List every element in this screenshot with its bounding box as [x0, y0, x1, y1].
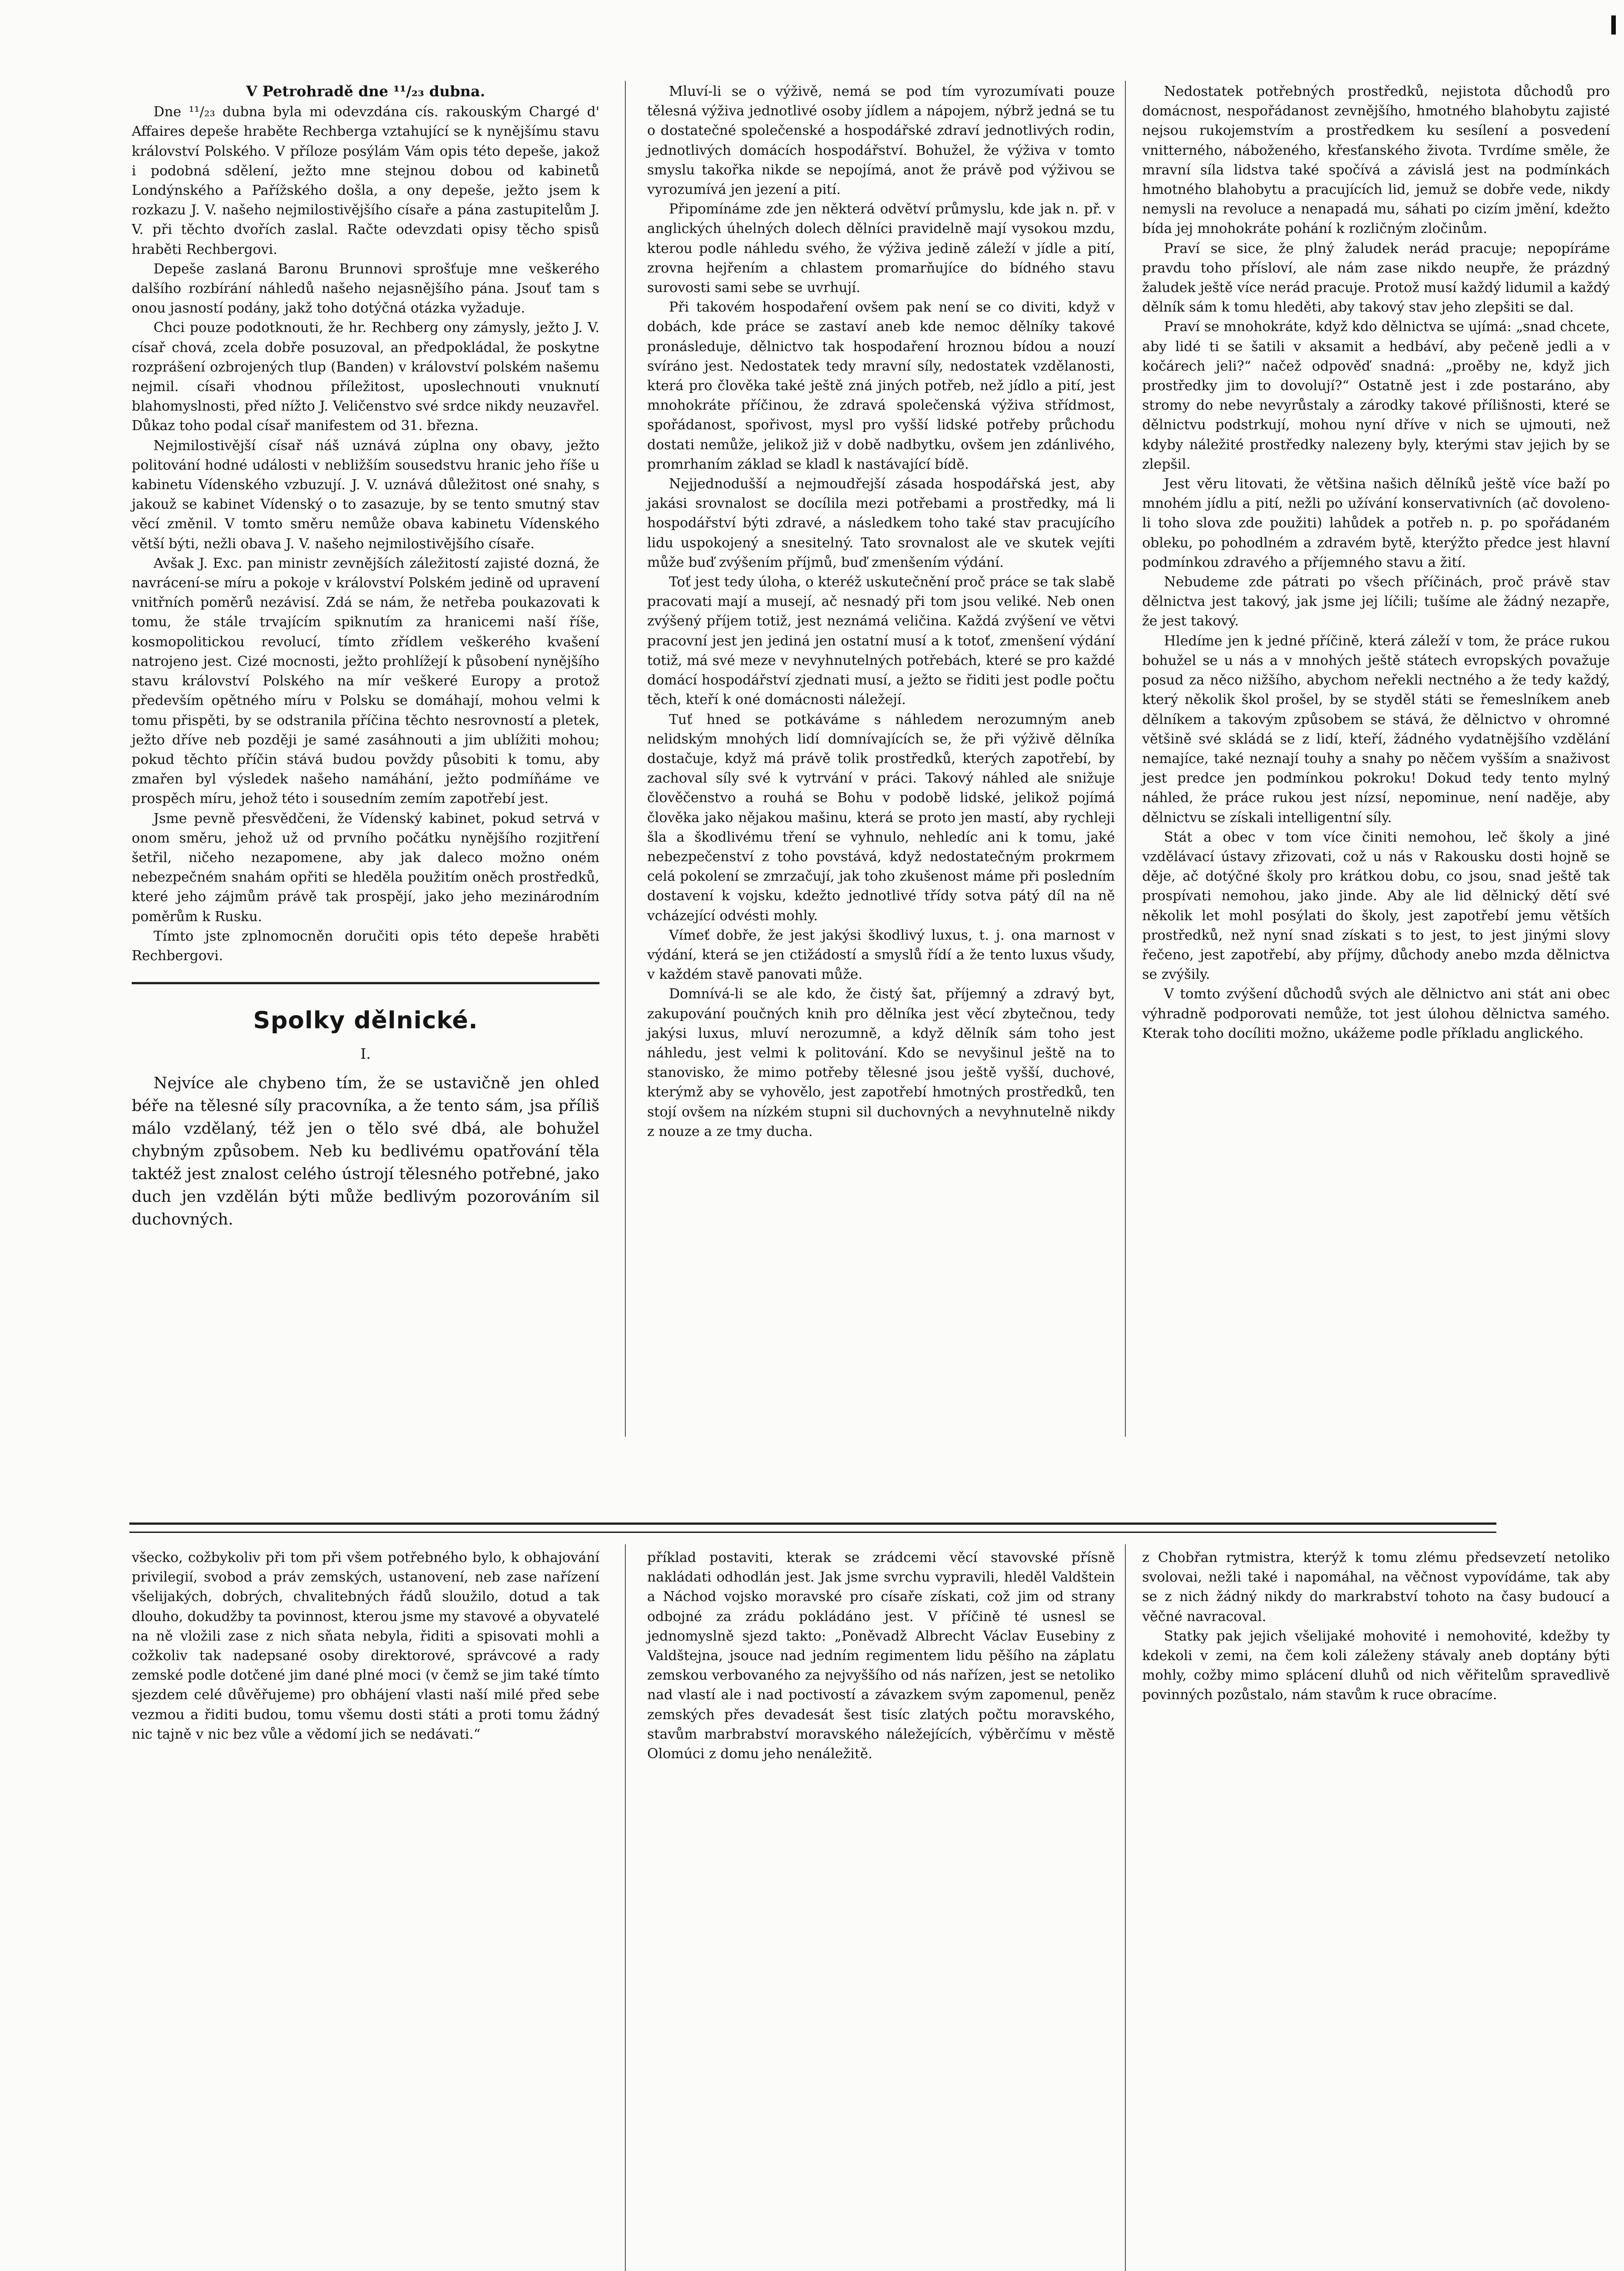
paragraph: Praví se sice, že plný žaludek nerád pracuje; nepopíráme pravdu toho přísloví, ale nám zase nikdo neupře, že prázdný žaludek ještě více nerád pracuje. Protož musí každý lidumil a každý dělník sám k tomu hleděti, aby takový stav jeho zlepšiti se dal. — [1142, 240, 1610, 316]
paragraph: Tímto jste zplnomocněn doručiti opis této depeše hraběti Rechbergovi. — [132, 928, 599, 964]
paragraph: Nejvíce ale chybeno tím, že se ustavičně jen ohled béře na tělesné síly pracovníka, a že tento sám, jsa příliš málo vzdělaný, též jen o tělo své dbá, ale bohužel chybným způsobem. Neb ku bedlivému opatřování těla taktéž jest znalost celého ústrojí tělesného potřebné, jako duch jen vzdělán býti může bedlivým pozorováním sil duchovných. — [132, 1074, 599, 1229]
paragraph: Chci pouze podotknouti, že hr. Rechberg ony zámysly, ježto J. V. císař chová, zcela dobře posuzoval, an předpokládal, že poskytne rozprášení ozbrojených tlup (Banden) v království polském našemu nejmil. císaři vhodnou příležitost, uposlechnouti vnuknutí blahomyslnosti, před nížto J. Veličenstvo své srdce nikdy neuzavřel. Důkaz toho podal císař manifestem od 31. března. — [132, 320, 599, 434]
paragraph: Nejmilostivější císař náš uznává zúplna ony obavy, ježto politování hodné události v nebližším sousedstvu hranic jeho říše u kabinetu Vídenského vzbuzují. J. V. uznává důležitost oné snahy, s jakouž se kabinet Vídenský o to zasazuje, by se tento smutný stav věcí změnil. V tomto směru nemůže obava kabinetu Vídenského větší býti, nežli obava J. V. našeho nejmilostivějšího císaře. — [132, 437, 599, 552]
column-rule — [625, 1544, 626, 2271]
paragraph: všecko, cožbykoliv při tom při všem potřebného bylo, k obhajování privilegií, svobod a práv zemských, ustanovení, neb zase nařízení všelijakých, dobrých, chvalitebných řádů sloužilo, dotud a tak dlouho, dokudžby ta povinnost, kterou jsme my stavové a obyvatelé na ně vložili zase z nich sňata nebyla, řiditi a spisovati mohli a cožkoliv tak nadepsané osoby direktorové, správcové a rady zemské podle dotčené jim dané plné moci (v čemž se jim také tímto sjezdem celé důvěřujeme) pro obhájení vlasti naší milé před sebe vezmou a řiditi budou, tomu všemu dosti státi a proti tomu žádný nic tajně v nic bez vůle a vědomí jich se nedávati.“ — [132, 1550, 599, 1742]
paragraph: Statky pak jejich všelijaké mohovité i nemohovité, kdežby ty kdekoli v zemi, na čem koli záleženy stávaly aneb doptány býti mohly, cožby mimo splácení dluhů od nich věřitelům spravedlivě povinných pozůstalo, nám stavům k ruce obracíme. — [1142, 1628, 1610, 1703]
lower-column-right — [1142, 1548, 1610, 1705]
section-title: Spolky dělnické. — [253, 1007, 478, 1035]
paragraph: Dne ¹¹/₂₃ dubna byla mi odevzdána cís. rakouským Chargé d' Affaires depeše hraběte Rechberga vztahující se k nynějšímu stavu království Polského. V příloze posýlám Vám opis této depeše, jakož i podobná sdělení, ježto mne stejnou dobou od kabinetů Londýnského a Pařížského došla, a ony depeše, ježto jsem k rozkazu J. V. našeho nejmilostivějšího císaře a pána zastupitelům J. V. při těchto dvořích zaslal. Račte odevzdati opisy těcho spisů hraběti Rechbergovi. — [132, 104, 599, 258]
paragraph: příklad postaviti, kterak se zrádcemi věcí stavovské přísně nakládati odhodlán jest. Jak jsme svrchu vypravili, hleděl Valdštein a Náchod vojsko moravské pro císaře získati, což jim od strany odbojné za zrádu pokládáno jest. V příčině té usnesl se jednomyslně sjezd takto: „Poněvadž Albrecht Václav Eusebiny z Valdštejna, jsouce nad jedním regimentem lidu pěšího na záplatu zemskou verbovaného za nejvyššího od nás nařízen, jest se netoliko nad vlastí ale i nad poctivostí a závazkem svým zapomenul, peněz zemských přes devadesát šest tisíc zlatých počtu moravského, stavům marbrabství moravského náležejících, výběrčímu v městě Olomúci z domu jeho nenáležitě. — [647, 1550, 1115, 1762]
dateline: V Petrohradě dne ¹¹/₂₃ dubna. — [246, 83, 485, 100]
paragraph: Avšak J. Exc. pan ministr zevnějších záležitostí zajisté dozná, že navrácení-se míru a pokoje v království Polském jedině od upravení vnitřních poměrů nezávisí. Zdá se nám, že netřeba poukazovati k tomu, že stále trvajícím spiknutím za hranicemi naší říše, kosmopolitickou revolucí, tímto zřídlem veškerého kvašení natrojeno jest. Cizé mocnosti, ježto prohlížejí k působení nynějšího stavu království Polského na mír veškeré Europy a protož především opětného míru v Polsku se domáhají, mohou velmi k tomu přispěti, by se odstranila příčina těchto nesrovností a pletek, ježto dříve neb později je samé zasáhnouti a jim ublížiti mohou; pokud těchto příčin stává budou povždy působiti k tomu, aby zmařen byl výsledek našeho namáhání, ježto podmíňáme ve prospěch míru, jehož této i sousedním zemím zapotřebí jest. — [132, 555, 599, 807]
section-divider — [132, 982, 599, 984]
column-rule — [625, 81, 626, 1437]
paragraph: Vímeť dobře, že jest jakýsi škodlivý luxus, t. j. ona marnost v výdání, která se jen ctižádostí a smyslů řídí a že tento luxus všudy, v každém stavě panovati může. — [647, 927, 1115, 983]
paragraph: Mluví-li se o výživě, nemá se pod tím vyrozumívati pouze tělesná výživa jednotlivé osoby jídlem a nápojem, nýbrž jedná se tu o dostatečné společenské a hospodářské zdraví jednotlivých rodin, jednotlivých domácích hospodářství. Bohužel, že výživa v tomto smyslu takořka nikde se nepojímá, anot že právě pod výživou se vyrozumívá jen jezení a pití. — [647, 84, 1115, 198]
paragraph: Depeše zaslaná Baronu Brunnovi sprošťuje mne veškerého dalšího rozbírání náhledů našeho nejasnějšího pána. Jsouť tam s onou jasností podány, jakž toho dotýčná otázka vyžaduje. — [132, 261, 599, 317]
spolky-body — [132, 1072, 599, 1231]
petrohrad-body — [132, 102, 599, 966]
column-middle — [647, 82, 1115, 1141]
paragraph: Hledíme jen k jedné příčině, která záleží v tom, že práce rukou bohužel se u nás a v mnohých ještě státech evropských považuje posud za něco nižšího, abychom neřekli nectného a že tedy každý, který několik škol prošel, by se styděl státi se řemeslníkem aneb dělníkem a takovým způsobem se stává, že dělnictvo v ohromné většině své skládá se z lidí, kteří, žádného vydatnějšího vzdělání nemajíce, také neznají touhy a snahy po něčem vyšším a snaživost jest predce jen podmínkou pokroku! Dokud tedy tento mylný náhled, že práce rukou jest nízsí, nepominue, není naděje, aby dělnictvu se získali intelligentní síly. — [1142, 633, 1610, 826]
lower-column-middle — [647, 1548, 1115, 1764]
paragraph: Připomínáme zde jen některá odvětví průmyslu, kde jak n. př. v anglických úhelných dolech dělníci pravidelně mají vysokou mzdu, kterou podle náhledu svého, že výživa jedině záleží v jídle a pití, zrovna hejřením a chlastem promarňujíce do bídného stavu surovosti sami sebe se uvrhují. — [647, 201, 1115, 296]
lower-column-left — [132, 1548, 599, 1744]
section-number: I. — [360, 1045, 371, 1063]
column-right — [1142, 82, 1610, 1043]
column-left — [132, 82, 599, 1231]
paragraph: Praví se mnohokráte, když kdo dělnictva se ujímá: „snad chcete, aby lidé ti se šatili v aksamit a hedbáví, aby pečeně jedli a v kočárech jeli?“ načež odpověď snadná: „proěby ne, když jich prostředky jim to dovolují?“ Ostatně jest i zde postaráno, aby stromy do nebe nevyrůstaly a zárodky takové přílišnosti, které se dělnictvu podstrkují, mohou nyní dříve v nich se ujmouti, než kdyby náležité prostředky nalezeny byly, kterými stav jejich by se zlepšil. — [1142, 319, 1610, 472]
paragraph: Nedostatek potřebných prostředků, nejistota důchodů pro domácnost, nespořádanost zevnějšího, hmotného blahobytu zajisté nejsou rukojemstvím a prostředkem ku sesílení a posvedení vnitterného, náboženého, křesťanského života. Tvrdíme směle, že mravní síla lidstva také spočívá a závislá jest na podmínkách hmotného blahobytu a pracujících lid, jemuž se dobře vede, nikdy nemysli na revoluce a nenapadá mu, sáhati po cizím jmění, kdežto bída jej mnohokráte pohání k rozličným zločinům. — [1142, 84, 1610, 237]
feuilleton-rule-top — [129, 1522, 1496, 1525]
margin-mark — [1611, 15, 1616, 35]
paragraph: Jsme pevně přesvědčeni, že Vídenský kabinet, pokud setrvá v onom směru, jehož už od prvního počátku nynějšího rozjitření šetřil, ničeho nezapomene, aby jak daleco možno oném nebezpečném snahám opřiti se hleděla použitím oněch prostředků, které jeho zájmům právě tak prospějí, jako jeho mezinárodním poměrům k Rusku. — [132, 810, 599, 925]
column-rule — [1125, 1544, 1126, 2271]
paragraph: Nejjednodušší a nejmoudřejší zásada hospodářská jest, aby jakási srovnalost se docílila mezi potřebami a prostředky, má li hospodářství býti zdravé, a následkem toho také stav pracujícího lidu uspokojený a snesitelný. Tato srovnalost ale ve skutek vejíti může buď zvýšením příjmů, buď zmenšením výdání. — [647, 476, 1115, 570]
paragraph: Tuť hned se potkáváme s náhledem nerozumným aneb nelidským mnohých lidí domnívajících se, že při výživě dělníka dostačuje, když má právě tolik prostředků, kterých zapotřebí, by zachoval síly své k vytrvání v práci. Takový náhled ale snižuje člověčenstvo a rouhá se Bohu v podobě lidské, jelikož pojímá člověka jako nějakou mašinu, která se proto jen mastí, aby rychleji šla a škodlivému tření se vyhnulo, nehledíc ani k tomu, jaké nebezpečenství z toho povstává, když nedostatečným prokrmem celá pokolení se zmrzačují, jak toho zkušenost máme při posledním dostavení k vojsku, kdežto jednotlivé třídy sotva pátý díl na ně vcházející odvésti mohly. — [647, 711, 1115, 924]
paragraph: Při takovém hospodaření ovšem pak není se co diviti, když v dobách, kde práce se zastaví aneb kde nemoc dělníky takové pronásleduje, dělnictvo tak hospodaření hroznou bídou a nouzí svíráno jest. Nedostatek tedy mravní síly, nedostatek vzdělanosti, která pro člověka také ještě zná jiných potřeb, než jídlo a pití, jest mnohokráte příčinou, že zdravá společenská výživa střídmost, spořádanost, spořivost, mysl pro vyšší lidské potřeby průchodu dostati nemůže, jelikož již v době nadbytku, ovšem jen zdánlivého, promrhaním základ se kladl k nastávající bídě. — [647, 299, 1115, 472]
feuilleton-rule-bottom — [129, 1532, 1496, 1533]
paragraph: Jest věru litovati, že většina našich dělníků ještě více baží po mnohém jídlu a pití, nežli po užívání konservativních (ač dovoleno-li toho slova zde použiti) lahůdek a potřeb n. p. po spořádaném obleku, po pohodlném a zdravém bytě, kterýžto předce jest hlavní podmínkou zdravého a příjemného stavu a žití. — [1142, 476, 1610, 570]
paragraph: V tomto zvýšení důchodů svých ale dělnictvo ani stát ani obec výhradně podporovati nemůže, tot jest úlohou dělnictva samého. Kterak toho docíliti možno, ukážeme podle příkladu anglického. — [1142, 986, 1610, 1041]
paragraph: Toť jest tedy úloha, o kteréž uskutečnění proč práce se tak slabě pracovati mají a musejí, ač nesnadý při tom jsou veliké. Neb onen zvýšený příjem totiž, jest neznámá veličina. Každá zvýšení ve větvi pracovní jest jen jediná jen ostatní musí a k totoť, zmenšení výdání totiž, má své meze v nevyhnutelných potřebách, které se pro každé domácí hospodářství zjednati musí, a ježto se řiditi jest podle počtu těch, kteří k oné domácnosti náležejí. — [647, 574, 1115, 708]
paragraph: Stát a obec v tom více činiti nemohou, leč školy a jiné vzdělávací ústavy zřizovati, což u nás v Rakousku dosti hojně se děje, ač dotýčné školy pro krátkou dobu, co jsou, snad ještě tak prospívati nemohou, jako jinde. Aby ale lid dělnický dětí své několik let mohl posýlati do školy, jest zapotřebí jemu větších prostředků, než nyní snad získati s to jest, to jest jinými slovy řečeno, jest zapotřebí, aby příjmy, důchody anebo mzda dělnictva se zvýšily. — [1142, 829, 1610, 983]
paragraph: Domnívá-li se ale kdo, že čistý šat, příjemný a zdravý byt, zakupování poučných knih pro dělníka jest věcí zbytečnou, tedy jakýsi luxus, mluví nerozumně, a když dělník sám toho jest náhledu, jest velmi k politování. Kdo se nevyšinul ještě na to stanovisko, že mimo potřeby tělesné jsou ještě vyšší, duchové, kterýmž aby se vyhovělo, jest zapotřebí hmotných prostředků, ten stojí ovšem na nízkém stupni sil duchovných a nevyhnutelně nikdy z nouze a ze tmy ducha. — [647, 986, 1115, 1140]
paragraph: z Chobřan rytmistra, kterýž k tomu zlému předsevzetí netoliko svolovai, nežli také i napomáhal, na věčnost vypovídáme, tak aby se z nich žádný nikdy do markrabství tohoto na časy budoucí a věčné navracoval. — [1142, 1550, 1610, 1625]
paragraph: Nebudeme zde pátrati po všech příčinách, proč právě stav dělnictva jest takový, jak jsme jej líčili; tušíme ale žádný nezapře, že jest takový. — [1142, 574, 1610, 630]
column-rule — [1125, 81, 1126, 1437]
